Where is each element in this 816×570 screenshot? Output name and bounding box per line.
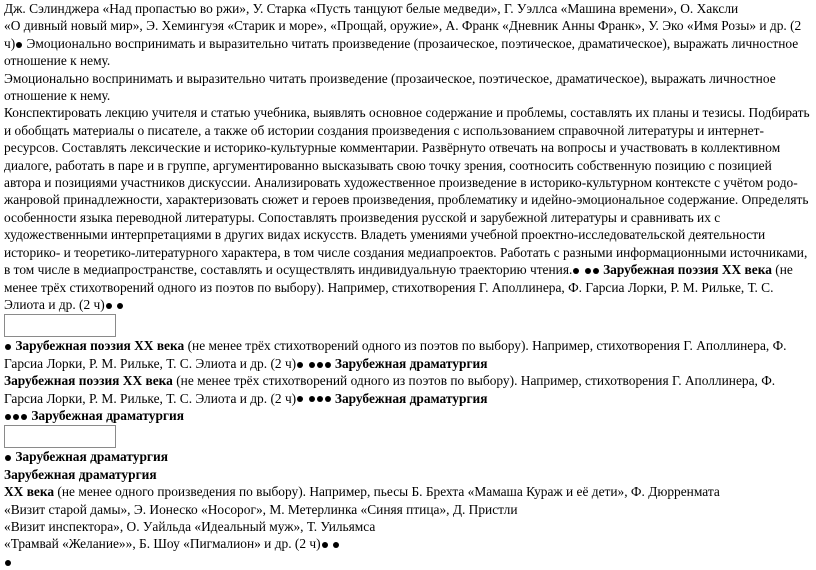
bullet-icon	[573, 268, 579, 274]
text-line	[4, 466, 812, 483]
bullet-icon	[585, 268, 591, 274]
section-title: Зарубежная драматургия	[15, 449, 168, 465]
bullet-icon	[333, 542, 339, 548]
paragraph: Зарубежная поэзия XX века (не менее трёх стихотворений одного из поэтов по выбору). Например, стихотворения Г. Аполлинера, Ф. Гарсиа Лорки, Р. М. Рильке, Т. С. Элиота и др. (2 ч) Зарубежная драматургия	[4, 373, 776, 406]
text-line: «Трамвай «Желание»», Б. Шоу «Пигмалион» и др. (2 ч)	[4, 535, 812, 552]
bullet-icon	[117, 303, 123, 309]
bullet-icon	[5, 414, 11, 420]
text-line: XX века (не менее одного произведения по выбору). Например, пьесы Б. Брехта «Мамаша Кураж и её дети», Ф. Дюрренмата	[4, 484, 720, 500]
section-title: Зарубежная драматургия	[4, 466, 157, 482]
text-line	[4, 448, 812, 465]
section-title: XX века	[4, 484, 55, 500]
bullet-icon	[309, 396, 315, 402]
paragraph: Конспектировать лекцию учителя и статью учебника, выявлять основное содержание и проблемы, составлять их планы и тезисы. Подбирать и обобщать материалы о писателе, а также об истории создания произведения с использованием справочной литературы и интернет-ресурсов. Составлять лексические и историко-культурные комментарии. Развёрнуто отвечать на вопросы и участвовать в коллективном диалоге, работать в паре и в группе, аргументированно высказывать свою точку зрения, соотносить собственную позицию с позицией автора и позициями участников дискуссии. Анализировать художественное произведение в историко-культурном контексте с учётом родо-жанровой принадлежности, характеризовать сюжет и героев произведения, проблематику и идейно-эмоциональное содержание. Определять особенности языка переводной литературы. Сопоставлять произведения русской и зарубежной литературы и сравнивать их с художественными интерпретациями в других видах искусств. Владеть умениями учебной проектно-исследовательской деятельности историко- и теоретико-литературного характера, в том числе создания медиапроектов. Работать с разными информационными источниками, в том числе в медиапространстве, составлять и осуществлять индивидуальную траекторию чтения. Зарубежная поэзия XX века (не менее трёх стихотворений одного из поэтов по выбору). Например, стихотворения Г. Аполлинера, Ф. Гарсиа Лорки, Р. М. Рильке, Т. С. Элиота и др. (2 ч)	[4, 105, 810, 312]
bullet-icon	[21, 414, 27, 420]
text-line	[4, 553, 812, 570]
text-line: Дж. Сэлинджера «Над пропастью во ржи», У. Старка «Пусть танцуют белые медведи», Г. Уэллса «Машина времени», О. Хаксли	[4, 1, 739, 16]
bullet-icon	[5, 344, 11, 350]
section-title: Зарубежная поэзия XX века	[4, 373, 173, 389]
bullet-icon	[16, 42, 22, 48]
bullet-icon	[297, 396, 303, 402]
section-title: Зарубежная драматургия	[31, 407, 184, 423]
bullet-icon	[593, 268, 599, 274]
section-title: Зарубежная поэзия XX века	[603, 262, 772, 278]
bullet-icon	[325, 362, 331, 368]
bullet-icon	[106, 303, 112, 309]
text-line: ч) Эмоционально воспринимать и выразительно читать произведение (прозаическое, поэтическое, драматическое), выражать личностное	[4, 35, 799, 51]
bullet-icon	[13, 414, 19, 420]
text-line: «Визит инспектора», О. Уайльда «Идеальный муж», Т. Уильямса	[4, 518, 376, 534]
paragraph: Эмоционально воспринимать и выразительно читать произведение (прозаическое, поэтическое, драматическое), выражать личностное отношение к нему.	[4, 70, 776, 104]
section-title: Зарубежная поэзия XX века	[15, 338, 185, 354]
bullet-icon	[317, 396, 323, 402]
bullet-icon	[5, 560, 11, 566]
bullet-icon	[322, 542, 328, 548]
bullet-icon	[317, 362, 323, 368]
empty-box	[4, 425, 116, 448]
bullet-icon	[297, 362, 303, 368]
text-line	[4, 407, 812, 424]
empty-box	[4, 314, 116, 337]
paragraph: Зарубежная поэзия XX века (не менее трёх стихотворений одного из поэтов по выбору). Например, стихотворения Г. Аполлинера, Ф. Гарсиа Лорки, Р. М. Рильке, Т. С. Элиота и др. (2 ч) Зарубежная драматургия	[4, 338, 787, 371]
bullet-icon	[325, 396, 331, 402]
bullet-icon	[5, 455, 11, 461]
text-line: отношение к нему.	[4, 53, 111, 69]
bullet-icon	[309, 362, 315, 368]
section-title: Зарубежная драматургия	[334, 390, 488, 406]
section-title: Зарубежная драматургия	[334, 355, 488, 371]
text-line: «О дивный новый мир», Э. Хемингуэя «Старик и море», «Прощай, оружие», А. Франк «Дневник Анны Франк», У. Эко «Имя Розы» и др. (2	[4, 18, 802, 34]
text-line: «Визит старой дамы», Э. Ионеско «Носорог», М. Метерлинка «Синяя птица», Д. Пристли	[4, 501, 518, 517]
